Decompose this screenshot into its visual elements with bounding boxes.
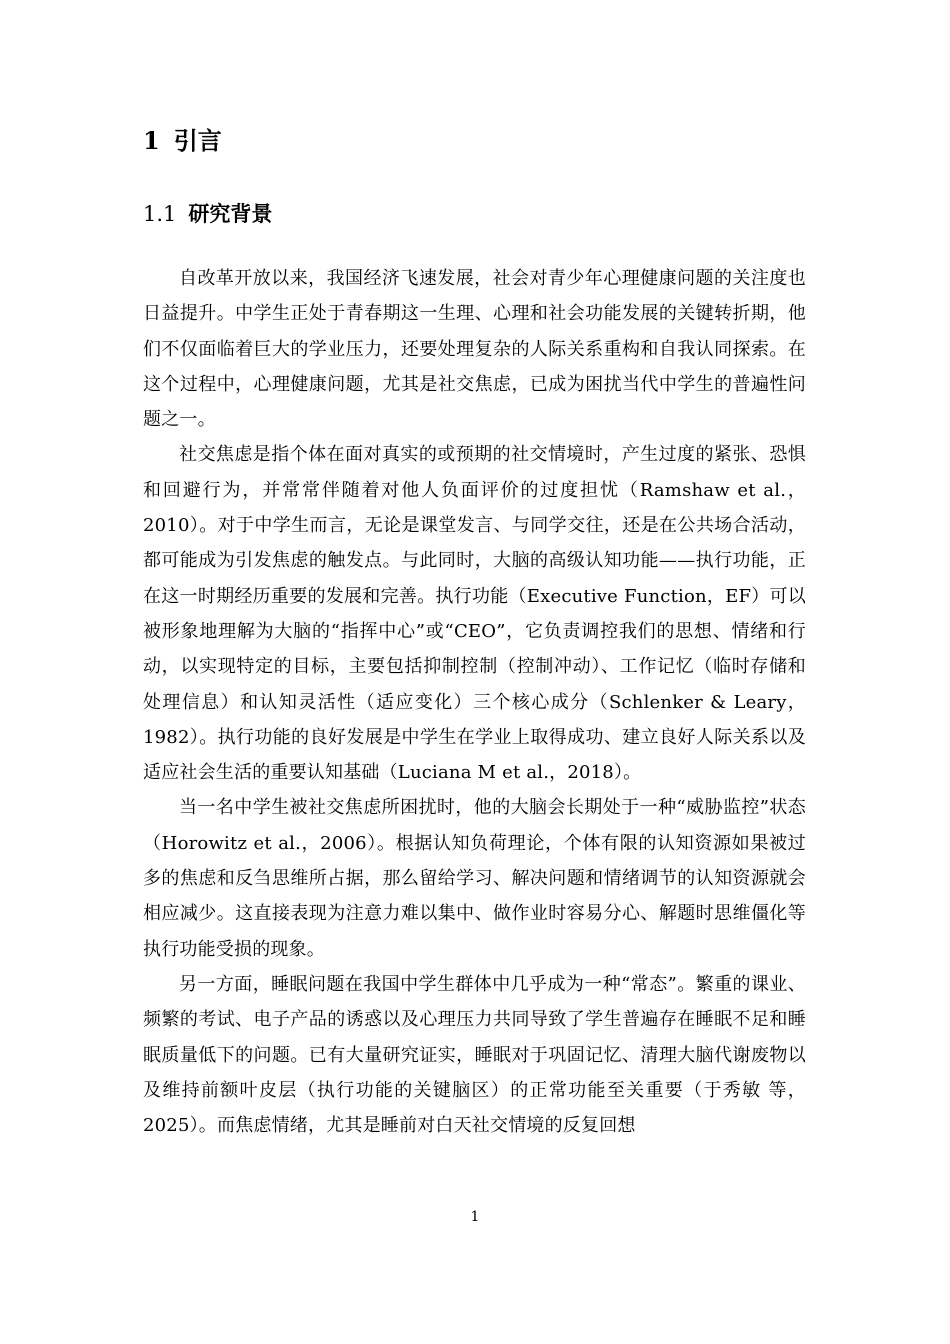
section-number: 1.1: [143, 202, 177, 226]
paragraph: 自改革开放以来，我国经济飞速发展，社会对青少年心理健康问题的关注度也日益提升。中学生正处于青春期这一生理、心理和社会功能发展的关键转折期，他们不仅面临着巨大的学业压力，还要处理复杂的人际关系重构和自我认同探索。在这个过程中，心理健康问题，尤其是社交焦虑，已成为困扰当代中学生的普遍性问题之一。: [143, 268, 806, 431]
section-title: 研究背景: [188, 201, 273, 226]
paragraph: 当一名中学生被社交焦虑所困扰时，他的大脑会长期处于一种“威胁监控”状态（Horowitz et al.，2006）。根据认知负荷理论，个体有限的认知资源如果被过多的焦虑和反刍思维所占据，那么留给学习、解决问题和情绪调节的认知资源就会相应减少。这直接表现为注意力难以集中、做作业时容易分心、解题时思维僵化等执行功能受损的现象。: [143, 797, 806, 960]
section-heading: [143, 197, 272, 231]
page-number: 1: [470, 1209, 480, 1225]
chapter-title: 引言: [173, 126, 222, 155]
body-text: [143, 261, 806, 1143]
paragraph: 另一方面，睡眠问题在我国中学生群体中几乎成为一种“常态”。繁重的课业、频繁的考试、电子产品的诱惑以及心理压力共同导致了学生普遍存在睡眠不足和睡眠质量低下的问题。已有大量研究证实，睡眠对于巩固记忆、清理大脑代谢废物以及维持前额叶皮层（执行功能的关键脑区）的正常功能至关重要（于秀敏 等，2025）。而焦虑情绪，尤其是睡前对白天社交情境的反复回想: [143, 973, 806, 1137]
paragraph: 社交焦虑是指个体在面对真实的或预期的社交情境时，产生过度的紧张、恐惧和回避行为，并常常伴随着对他人负面评价的过度担忧（Ramshaw et al.，2010）。对于中学生而言，无论是课堂发言、与同学交往，还是在公共场合活动，都可能成为引发焦虑的触发点。与此同时，大脑的高级认知功能——执行功能，正在这一时期经历重要的发展和完善。执行功能（Executive Function，EF）可以被形象地理解为大脑的“指挥中心”或“CEO”，它负责调控我们的思想、情绪和行动，以实现特定的目标，主要包括抑制控制（控制冲动）、工作记忆（临时存储和处理信息）和认知灵活性（适应变化）三个核心成分（Schlenker & Leary，1982）。执行功能的良好发展是中学生在学业上取得成功、建立良好人际关系以及适应社会生活的重要认知基础（Luciana M et al.，2018）。: [143, 444, 806, 784]
chapter-number: 1: [143, 126, 160, 155]
chapter-heading: [143, 124, 222, 158]
